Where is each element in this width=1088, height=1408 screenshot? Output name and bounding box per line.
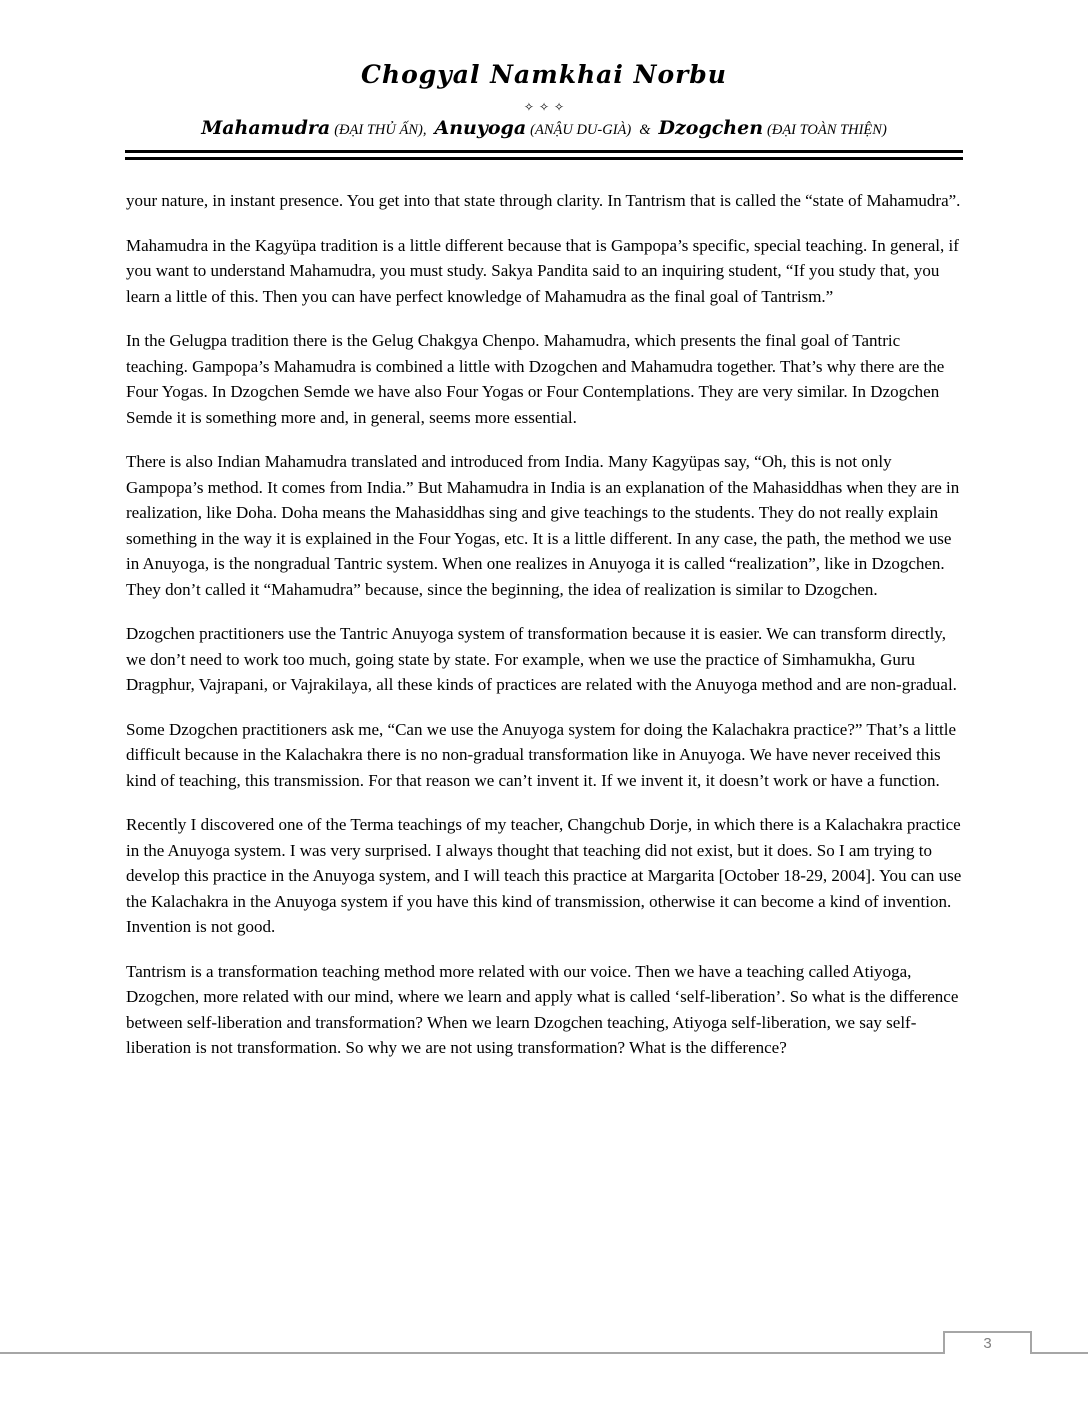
- paragraph-1: your nature, in instant presence. You get into that state through clarity. In Tantrism that is called the “state of Mahamudra”.: [126, 191, 961, 210]
- diamond-ornament-icon: ✧✧✧: [523, 100, 570, 114]
- title-paren-dzogchen: (ĐẠI TOÀN THIỆN): [767, 122, 887, 138]
- footer-rule-left: [0, 1352, 943, 1354]
- title-word-dzogchen: Dzogchen: [658, 117, 764, 139]
- footer-rule-right: [1030, 1352, 1088, 1354]
- author-name: Chogyal Namkhai Norbu: [361, 60, 727, 89]
- book-title: [0, 117, 1088, 139]
- page-number-tab: [943, 1331, 1032, 1354]
- paragraph-6: Some Dzogchen practitioners ask me, “Can we use the Anuyoga system for doing the Kalachakra practice?” That’s a little difficult because in the Kalachakra there is no non-gradual transformation like in Anuyoga. We have never received this kind of teaching, this transmission. For that reason we can’t invent it. If we invent it, it doesn’t work or have a function.: [126, 719, 957, 790]
- title-paren-anuyoga: (ANẬU DU-GIÀ): [530, 122, 632, 138]
- header-divider-rule: [125, 150, 963, 160]
- paragraph-8: Tantrism is a transformation teaching method more related with our voice. Then we have a teaching called Atiyoga, Dzogchen, more related with our mind, where we learn and apply what is called ‘self-liberation’. So what is the difference between self-liberation and transformation? When we learn Dzogchen teaching, Atiyoga self-liberation, we say self-liberation is not transformation. So why we are not using transformation? What is the difference?: [126, 961, 959, 1057]
- paragraph-5: Dzogchen practitioners use the Tantric Anuyoga system of transformation because it is easier. We can transform directly, we don’t need to work too much, going state by state. For example, when we use the practice of Simhamukha, Guru Dragphur, Vajrapani, or Vajrakilaya, all these kinds of practices are related with the Anuyoga method and are non-gradual.: [126, 624, 957, 694]
- title-paren-mahamudra: (ĐẠI THỦ ẤN),: [334, 122, 427, 138]
- paragraph-3: In the Gelugpa tradition there is the Gelug Chakgya Chenpo. Mahamudra, which presents the final goal of Tantric teaching. Gampopa’s Mahamudra is combined a little with Dzogchen and Mahamudra together. That’s why there are the Four Yogas. In Dzogchen Semde we have also Four Yogas or Four Contemplations. They are very similar. In Dzogchen Semde it is something more and, in general, seems more essential.: [126, 331, 945, 427]
- paragraph-2: Mahamudra in the Kagyüpa tradition is a little different because that is Gampopa’s specific, special teaching. In general, if you want to understand Mahamudra, you must study. Sakya Pandita said to an inquiring student, “If you study that, you learn a little of this. Then you can have perfect knowledge of Mahamudra as the final goal of Tantrism.”: [126, 235, 959, 306]
- document-body: [126, 188, 966, 1080]
- page-number: 3: [983, 1335, 992, 1352]
- title-word-anuyoga: Anuyoga: [434, 117, 527, 139]
- title-word-mahamudra: Mahamudra: [201, 117, 331, 139]
- paragraph-4: There is also Indian Mahamudra translated and introduced from India. Many Kagyüpas say, “Oh, this is not only Gampopa’s method. It comes from India.” But Mahamudra in India is an explanation of the Mahasiddhas when they are in realization, like Doha. Doha means the Mahasiddhas sing and give teachings to the students. They do not really explain something in the way it is explained in the Four Yogas, etc. It is a little different. In any case, the path, the method we use in Anuyoga, is the nongradual Tantric system. When one realizes in Anuyoga it is called “realization”, like in Dzogchen. They don’t called it “Mahamudra” because, since the beginning, the idea of realization is similar to Dzogchen.: [126, 452, 960, 599]
- title-ampersand: &: [639, 122, 651, 138]
- paragraph-7: Recently I discovered one of the Terma teachings of my teacher, Changchub Dorje, in which there is a Kalachakra practice in the Anuyoga system. I was very surprised. I always thought that teaching did not exist, but it does. So I am trying to develop this practice in the Anuyoga system, and I will teach this practice at Margarita [October 18-29, 2004]. You can use the Kalachakra in the Anuyoga system if you have this kind of transmission, otherwise it can become a kind of invention. Invention is not good.: [126, 815, 962, 936]
